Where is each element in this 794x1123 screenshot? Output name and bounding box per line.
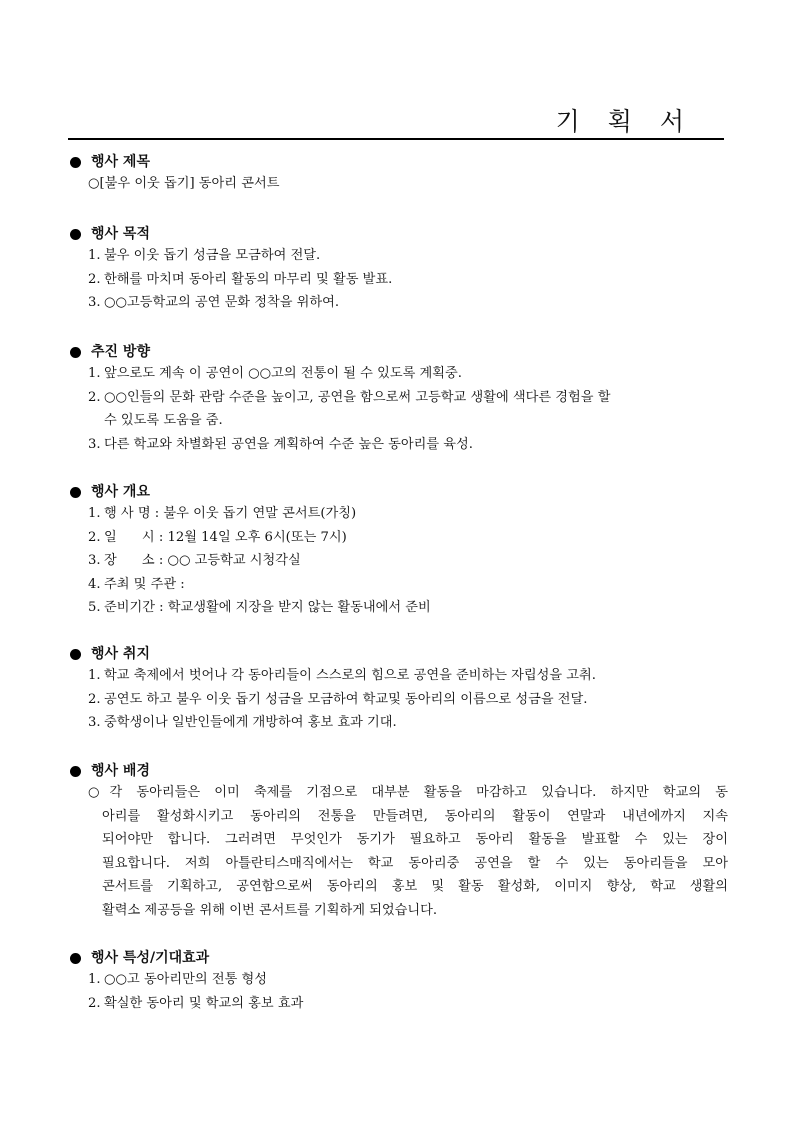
background-paragraph [68,781,728,922]
heading-text: 추진 방향 [91,344,150,360]
bullet-icon [70,649,81,660]
item-number: 1. [88,366,101,381]
item-text: 확실한 동아리 및 학교의 홍보 효과 [104,995,304,1011]
section-heading [68,342,728,362]
section-heading [68,761,728,781]
item-number: 2. [88,271,101,287]
item-number: 2. [88,691,101,707]
item-text: 한해를 마치며 동아리 활동의 마무리 및 활동 발표. [104,271,393,287]
paragraph-line: 콘서트를 기획하고, 공연함으로써 동아리의 홍보 및 활동 활성화, 이미지 향상, 학교 생활의 [102,879,728,894]
item-number: 3. [88,553,101,568]
list-item [68,549,728,573]
heading-text: 행사 제목 [91,154,150,170]
paragraph-line: ○각 동아리들은 이미 축제를 기점으로 대부분 활동을 마감하고 있습니다. 하지만 학교의 동 [88,785,728,800]
item-text: ○○고 동아리만의 전통 형성 [104,972,267,987]
bullet-icon [70,953,81,964]
item-number: 5. [88,600,101,615]
item-text: 다른 학교와 차별화된 공연을 계획하여 수준 높은 동아리를 육성. [104,436,473,452]
list-item [68,711,728,735]
item-number: 3. [88,715,101,730]
item-number: 2. [88,389,101,405]
item-number: 4. [88,576,101,592]
list-item [68,244,728,268]
heading-text: 행사 특성/기대효과 [91,950,210,966]
bullet-icon [70,229,81,240]
heading-text: 행사 배경 [91,763,150,779]
title-underline [68,138,724,140]
heading-text: 행사 취지 [91,646,150,662]
section-heading [68,482,728,502]
item-text: 중학생이나 일반인들에게 개방하여 홍보 효과 기대. [104,715,397,730]
list-item [68,362,728,386]
item-number: 3. [88,436,101,452]
item-text: 일 시 : 12월 14일 오후 6시(또는 7시) [104,529,347,545]
item-number: 1. [88,668,101,683]
item-text: 학교 축제에서 벗어나 각 동아리들이 스스로의 힘으로 공연을 준비하는 자립성을 고취. [104,668,596,683]
section-heading [68,152,728,172]
section-direction [68,342,728,456]
section-overview [68,482,728,620]
item-number: 2. [88,995,101,1011]
item-number: 1. [88,248,101,263]
list-item [68,502,728,526]
list-item [68,433,728,457]
list-item [68,386,728,410]
bullet-icon [70,766,81,777]
section-heading [68,948,728,968]
list-item [68,573,728,597]
list-item [68,968,728,992]
item-text: 앞으로도 계속 이 공연이 ○○고의 전통이 될 수 있도록 계획중. [104,366,462,381]
paragraph-line: 필요합니다. 저희 아틀란티스매직에서는 학교 동아리중 공연을 할 수 있는 동아리들을 모아 [102,855,728,871]
document-title: 기 획 서 [555,107,694,136]
item-text: 주최 및 주관 : [104,576,185,592]
item-text: 장 소 : ○○ 고등학교 시청각실 [104,553,301,568]
list-item-continuation: 수 있도록 도움을 줌. [104,413,223,428]
item-text: ○○고등학교의 공연 문화 정착을 위하여. [104,295,340,310]
paragraph-line: 아리를 활성화시키고 동아리의 전통을 만들려면, 동아리의 활동이 연말과 내년에까지 지속 [102,808,728,824]
heading-text: 행사 개요 [91,484,150,500]
list-item [68,688,728,712]
section-heading [68,224,728,244]
list-item [68,268,728,292]
item-text: 준비기간 : 학교생활에 지장을 받지 않는 활동내에서 준비 [104,600,431,615]
section-heading [68,644,728,664]
bullet-icon [70,347,81,358]
section-event-title [68,152,728,196]
paragraph-line: 되어야만 합니다. 그러려면 무엇인가 동기가 필요하고 동아리 활동을 발표할 수 있는 장이 [102,832,728,847]
section-purpose [68,224,728,315]
list-item [68,291,728,315]
item-text: ○○인들의 문화 관람 수준을 높이고, 공연을 함으로써 고등학교 생활에 색다른 경험을 할 [104,389,611,405]
item-text: 불우 이웃 돕기 성금을 모금하여 전달. [104,248,321,263]
list-item [68,992,728,1016]
item-text: 공연도 하고 불우 이웃 돕기 성금을 모금하여 학교및 동아리의 이름으로 성금을 전달. [104,691,588,707]
section-background [68,761,728,922]
heading-text: 행사 목적 [91,226,150,242]
item-number: 3. [88,295,101,310]
list-item [68,596,728,620]
event-title-line: ○[불우 이웃 돕기] 동아리 콘서트 [88,176,280,191]
item-number: 1. [88,972,101,987]
section-intent [68,644,728,735]
list-item [68,526,728,550]
bullet-icon [70,487,81,498]
item-text: 행 사 명 : 불우 이웃 돕기 연말 콘서트(가칭) [104,506,357,521]
bullet-icon [70,157,81,168]
list-item [68,664,728,688]
item-number: 1. [88,506,101,521]
item-number: 2. [88,529,101,545]
section-effects [68,948,728,1015]
paragraph-line: 활력소 제공등을 위해 이번 콘서트를 기획하게 되었습니다. [102,902,438,918]
